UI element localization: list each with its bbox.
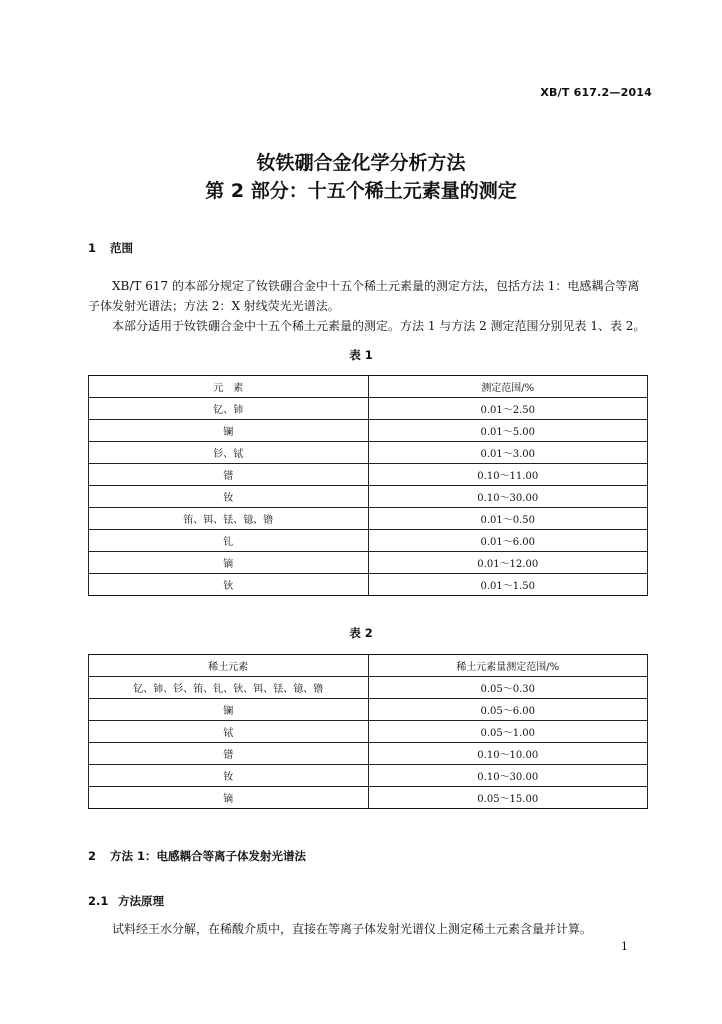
table-row [89,398,648,420]
table-cell: 0.01～1.50 [368,574,648,596]
table-cell: 0.05～15.00 [368,787,648,809]
table-1 [88,375,648,596]
table-cell: 0.05～6.00 [368,699,648,721]
table-header-cell: 稀土元素量测定范围/% [368,655,648,677]
table-cell: 镝 [89,787,369,809]
table-header-row [89,376,648,398]
table-cell: 0.10～30.00 [368,765,648,787]
table-row [89,721,648,743]
section-2-1-heading [88,893,164,909]
document-title: 钕铁硼合金化学分析方法 [256,152,466,174]
table-2-caption: 表 2 [349,626,373,640]
table-row [89,530,648,552]
table-cell: 镧 [89,420,369,442]
table-cell: 0.01～0.50 [368,508,648,530]
table-row [89,787,648,809]
table-header-cell: 测定范围/% [368,376,648,398]
table-row [89,765,648,787]
table-cell: 钕 [89,765,369,787]
table-cell: 0.05～1.00 [368,721,648,743]
section-title: 范围 [110,241,133,255]
table-cell: 铕、铒、铥、镱、镥 [89,508,369,530]
table-cell: 钆 [89,530,369,552]
table-header-cell: 元 素 [89,376,369,398]
table-row [89,442,648,464]
table-cell: 0.01～2.50 [368,398,648,420]
table-cell: 钕 [89,486,369,508]
document-subtitle: 第 2 部分：十五个稀土元素量的测定 [205,180,517,202]
table-cell: 0.01～3.00 [368,442,648,464]
table-cell: 0.01～5.00 [368,420,648,442]
scope-paragraph-2: 本部分适用于钕铁硼合金中十五个稀土元素量的测定。方法 1 与方法 2 测定范围分别见表 1、表 2。 [112,319,646,333]
table-cell: 钬 [89,574,369,596]
section-number: 2 [88,849,97,863]
table-row [89,743,648,765]
table-cell: 镨 [89,743,369,765]
section-title: 方法 1：电感耦合等离子体发射光谱法 [110,849,307,863]
table-cell: 钇、铈、钐、铕、钆、钬、铒、铥、镱、镥 [89,677,369,699]
table-cell: 0.05～0.30 [368,677,648,699]
table-cell: 0.10～30.00 [368,486,648,508]
section-number: 2.1 [88,894,109,908]
section-1-heading [88,240,133,256]
table-row [89,574,648,596]
page-number: 1 [621,940,628,953]
table-cell: 钐、铽 [89,442,369,464]
table-row [89,486,648,508]
table-row [89,420,648,442]
section-number: 1 [88,241,97,255]
scope-paragraph-1: XB/T 617 的本部分规定了钕铁硼合金中十五个稀土元素量的测定方法，包括方法 1：电感耦合等离子体发射光谱法；方法 2：X 射线荧光光谱法。 [88,279,640,313]
table-cell: 镨 [89,464,369,486]
table-cell: 0.10～11.00 [368,464,648,486]
section-title: 方法原理 [118,894,164,908]
table-row [89,699,648,721]
table-cell: 钇、铈 [89,398,369,420]
table-1-caption: 表 1 [349,348,373,362]
standard-number: XB/T 617.2—2014 [540,86,652,99]
table-2 [88,654,648,809]
table-row [89,464,648,486]
table-cell: 镧 [89,699,369,721]
table-row [89,677,648,699]
table-cell: 0.01～6.00 [368,530,648,552]
section-2-heading [88,848,306,864]
table-cell: 镝 [89,552,369,574]
principle-paragraph: 试料经王水分解，在稀酸介质中，直接在等离子体发射光谱仪上测定稀土元素含量并计算。 [112,922,593,936]
table-header-row [89,655,648,677]
table-row [89,508,648,530]
table-header-cell: 稀土元素 [89,655,369,677]
table-cell: 0.01～12.00 [368,552,648,574]
table-cell: 铽 [89,721,369,743]
table-cell: 0.10～10.00 [368,743,648,765]
table-row [89,552,648,574]
